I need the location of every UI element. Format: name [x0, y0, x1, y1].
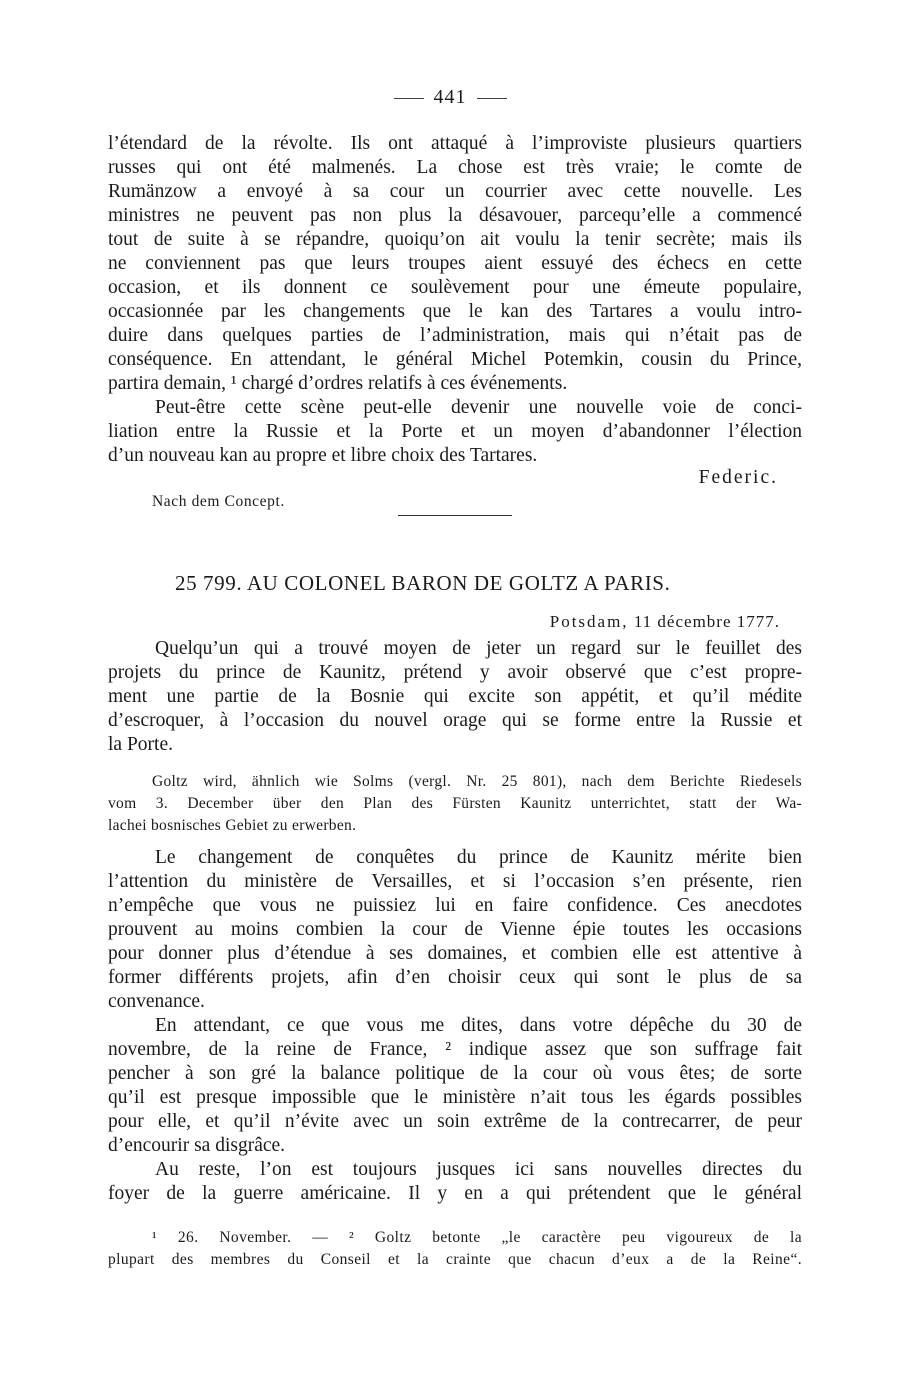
page-number: [0, 86, 900, 109]
text-line: convenance.: [108, 991, 205, 1012]
text-line: occasionnée par les changements que le kan des Tartares a voulu intro-: [108, 301, 802, 322]
text-line: pour elle, et qu’il n’évite avec un soin extrême de la contrecarrer, de peur: [108, 1111, 802, 1132]
section-divider: [398, 515, 512, 516]
continued-letter-text: [108, 132, 802, 468]
text-line: l’attention du ministère de Versailles, et si l’occasion s’en présente, rien: [108, 871, 802, 892]
text-line: Rumänzow a envoyé à sa cour un courrier avec cette nouvelle. Les: [108, 181, 802, 202]
text-line: d’un nouveau kan au propre et libre choix des Tartares.: [108, 445, 538, 466]
text-line: liation entre la Russie et la Porte et un moyen d’abandonner l’élection: [108, 421, 802, 442]
text-line: prouvent au moins combien la cour de Vienne épie toutes les occasions: [108, 919, 802, 940]
text-line: la Porte.: [108, 734, 173, 755]
text-line: ministres ne peuvent pas non plus la désavouer, parcequ’elle a commencé: [108, 205, 802, 226]
page-number-rule-right: [477, 98, 507, 99]
letter-paragraphs: [108, 846, 802, 1206]
text-line: foyer de la guerre américaine. Il y en a qui prétendent que le général: [108, 1183, 802, 1204]
text-line: d’escroquer, à l’occasion du nouvel orage qui se forme entre la Russie et: [108, 710, 802, 731]
footnotes: [108, 1227, 802, 1271]
dateline-place: Potsdam,: [549, 612, 629, 631]
text-line: l’étendard de la révolte. Ils ont attaqué à l’improviste plusieurs quartiers: [108, 133, 802, 154]
note-line: vom 3. December über den Plan des Fürsten Kaunitz unterrichtet, statt der Wa-: [108, 795, 802, 812]
letter-paragraph-1: [108, 637, 802, 757]
dateline-date: 11 décembre 1777.: [633, 612, 780, 631]
text-line: former différents projets, afin d’en choisir ceux qui sont le plus de sa: [108, 967, 802, 988]
source-note: Nach dem Concept.: [152, 493, 285, 510]
signature: Federic.: [698, 467, 778, 488]
text-line: russes qui ont été malmenés. La chose est très vraie; le comte de: [108, 157, 802, 178]
text-line: novembre, de la reine de France, ² indique assez que son suffrage fait: [108, 1039, 802, 1060]
text-line: duire dans quelques parties de l’administration, mais qui n’était pas de: [108, 325, 802, 346]
text-line: Le changement de conquêtes du prince de Kaunitz mérite bien: [155, 847, 802, 868]
editor-note: [108, 771, 802, 837]
text-line: Quelqu’un qui a trouvé moyen de jeter un regard sur le feuillet des: [155, 638, 802, 659]
text-line: pour donner plus d’étendue à ses domaines, et combien elle est attentive à: [108, 943, 802, 964]
dateline: [550, 612, 780, 632]
text-line: conséquence. En attendant, le général Michel Potemkin, cousin du Prince,: [108, 349, 802, 370]
page-number-text: 441: [433, 86, 467, 108]
footnote-line: ¹ 26. November. — ² Goltz betonte „le caractère peu vigoureux de la: [152, 1229, 802, 1246]
text-line: tout de suite à se répandre, quoiqu’on ait voulu la tenir secrète; mais ils: [108, 229, 802, 250]
footnote-line: plupart des membres du Conseil et la crainte que chacun d’eux a de la Reine“.: [108, 1251, 802, 1268]
text-line: qu’il est presque impossible que le ministère n’ait tous les égards possibles: [108, 1087, 802, 1108]
text-line: En attendant, ce que vous me dites, dans votre dépêche du 30 de: [155, 1015, 802, 1036]
letter-heading: 25 799. AU COLONEL BARON DE GOLTZ A PARIS.: [175, 571, 671, 595]
text-line: occasion, et ils donnent ce soulèvement pour une émeute populaire,: [108, 277, 802, 298]
text-line: d’encourir sa disgrâce.: [108, 1135, 286, 1156]
note-line: Goltz wird, ähnlich wie Solms (vergl. Nr. 25 801), nach dem Berichte Riedesels: [152, 773, 802, 790]
text-line: n’empêche que vous ne puissiez lui en faire confidence. Ces anecdotes: [108, 895, 802, 916]
text-line: pencher à son gré la balance politique de la cour où vous êtes; de sorte: [108, 1063, 802, 1084]
text-line: projets du prince de Kaunitz, prétend y avoir observé que c’est propre-: [108, 662, 802, 683]
text-line: partira demain, ¹ chargé d’ordres relatifs à ces événements.: [108, 373, 568, 394]
text-line: ment une partie de la Bosnie qui excite son appétit, et qu’il médite: [108, 686, 802, 707]
page-number-rule-left: [394, 98, 424, 99]
text-line: ne conviennent pas que leurs troupes aient essuyé des échecs en cette: [108, 253, 802, 274]
note-line: lachei bosnisches Gebiet zu erwerben.: [108, 817, 357, 834]
text-line: Peut-être cette scène peut-elle devenir une nouvelle voie de conci-: [155, 397, 802, 418]
text-line: Au reste, l’on est toujours jusques ici sans nouvelles directes du: [155, 1159, 802, 1180]
